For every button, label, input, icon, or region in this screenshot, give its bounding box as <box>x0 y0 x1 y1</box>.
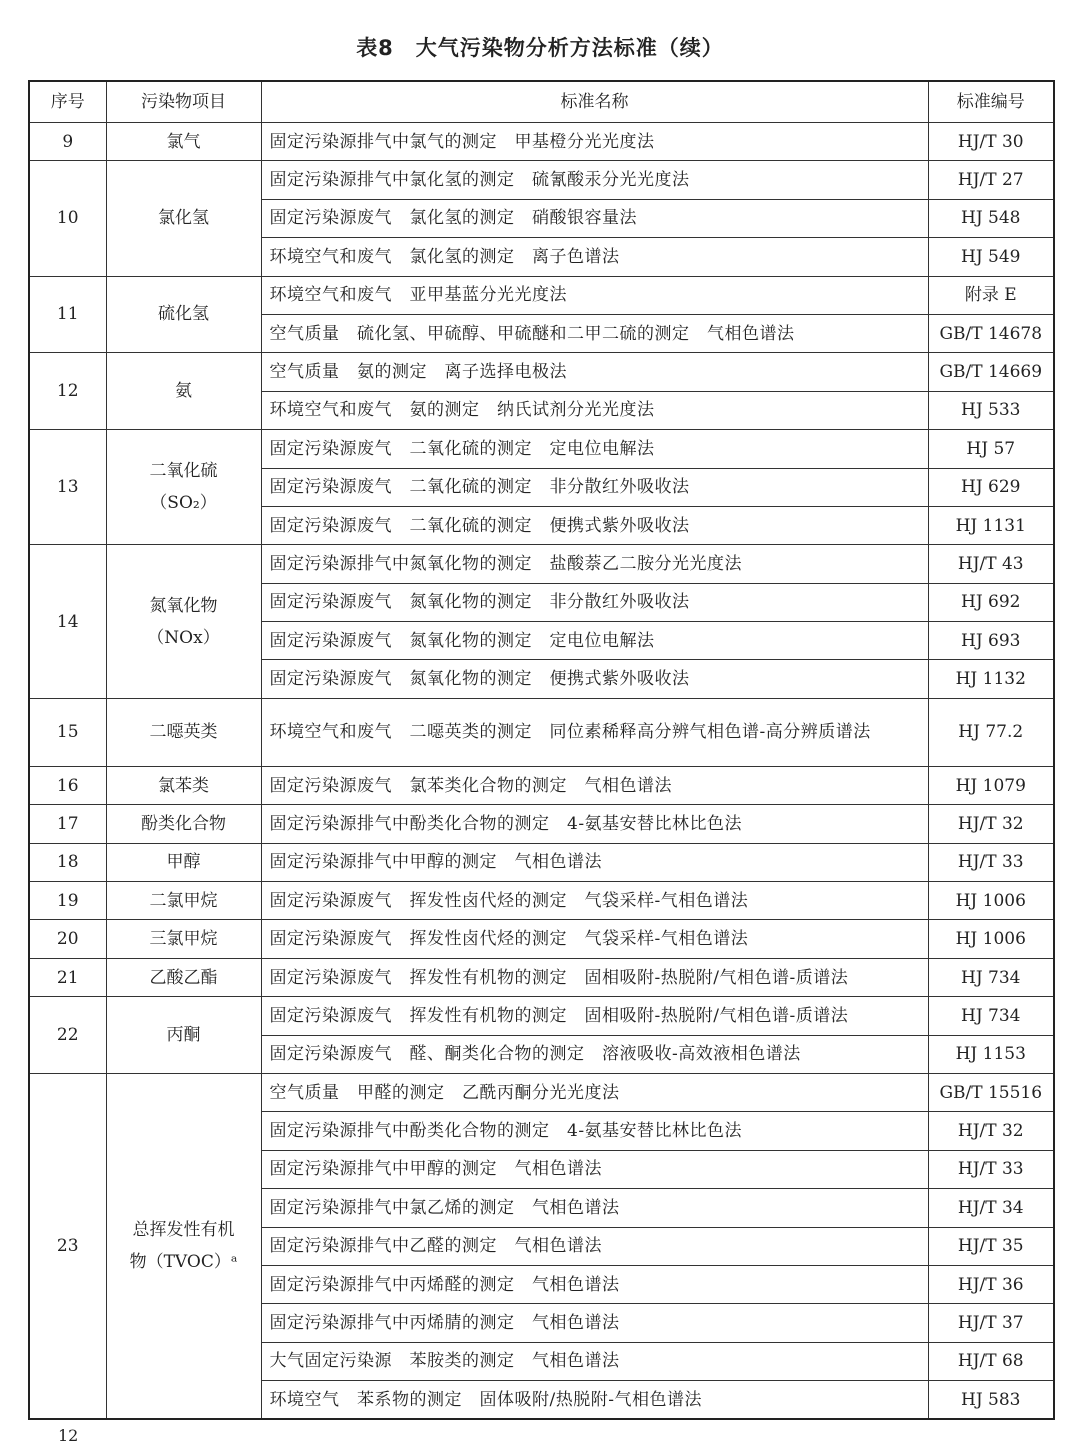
cell-standard-code: HJ 1006 <box>928 920 1054 958</box>
cell-standard-name: 固定污染源废气 氮氧化物的测定 定电位电解法 <box>261 622 928 660</box>
cell-no: 14 <box>29 545 106 699</box>
cell-standard-code: HJ 734 <box>928 958 1054 996</box>
table-row <box>29 353 1054 391</box>
cell-pollutant <box>106 430 261 545</box>
cell-pollutant <box>106 958 261 996</box>
table-row <box>29 276 1054 314</box>
cell-standard-name: 环境空气和废气 氨的测定 纳氏试剂分光光度法 <box>261 391 928 429</box>
cell-standard-code: HJ 549 <box>928 238 1054 276</box>
cell-standard-code: HJ/T 37 <box>928 1304 1054 1342</box>
cell-no: 12 <box>29 353 106 430</box>
cell-standard-name: 固定污染源废气 氮氧化物的测定 便携式紫外吸收法 <box>261 660 928 698</box>
table-row <box>29 920 1054 958</box>
cell-standard-name: 固定污染源排气中氮氧化物的测定 盐酸萘乙二胺分光光度法 <box>261 545 928 583</box>
pollutant-name: 二氧化硫 <box>149 461 218 482</box>
cell-pollutant <box>106 805 261 843</box>
cell-standard-code: HJ 734 <box>928 997 1054 1035</box>
pollutant-name: 三氯甲烷 <box>149 929 218 950</box>
cell-standard-name: 空气质量 硫化氢、甲硫醇、甲硫醚和二甲二硫的测定 气相色谱法 <box>261 314 928 352</box>
cell-standard-code: HJ/T 43 <box>928 545 1054 583</box>
header-pollutant: 污染物项目 <box>106 81 261 123</box>
cell-pollutant <box>106 920 261 958</box>
pollutant-name: 氯化氢 <box>158 208 209 229</box>
cell-standard-name: 固定污染源排气中丙烯醛的测定 气相色谱法 <box>261 1265 928 1303</box>
header-no: 序号 <box>29 81 106 123</box>
cell-standard-code: HJ/T 33 <box>928 1150 1054 1188</box>
cell-standard-code: HJ 692 <box>928 583 1054 621</box>
pollutant-name: 硫化氢 <box>158 304 209 325</box>
cell-standard-name: 固定污染源排气中酚类化合物的测定 4-氨基安替比林比色法 <box>261 1112 928 1150</box>
cell-standard-code: HJ/T 30 <box>928 123 1054 161</box>
cell-standard-name: 环境空气和废气 氯化氢的测定 离子色谱法 <box>261 238 928 276</box>
cell-pollutant <box>106 997 261 1074</box>
cell-standard-name: 固定污染源排气中氯乙烯的测定 气相色谱法 <box>261 1189 928 1227</box>
cell-pollutant <box>106 123 261 161</box>
cell-standard-code: HJ 548 <box>928 199 1054 237</box>
cell-standard-code: HJ/T 27 <box>928 161 1054 199</box>
pollutant-formula: （SO₂） <box>150 493 217 514</box>
cell-standard-name: 固定污染源废气 氮氧化物的测定 非分散红外吸收法 <box>261 583 928 621</box>
table-row <box>29 766 1054 804</box>
pollutant-name: 丙酮 <box>166 1025 201 1046</box>
cell-standard-code: HJ 1132 <box>928 660 1054 698</box>
cell-no: 21 <box>29 958 106 996</box>
cell-standard-code: HJ/T 32 <box>928 1112 1054 1150</box>
cell-pollutant <box>106 882 261 920</box>
cell-standard-name: 空气质量 甲醛的测定 乙酰丙酮分光光度法 <box>261 1073 928 1111</box>
table-row <box>29 698 1054 766</box>
cell-no: 16 <box>29 766 106 804</box>
pollutant-name: 酚类化合物 <box>141 813 226 834</box>
cell-no: 17 <box>29 805 106 843</box>
page-number: 12 <box>58 1426 79 1445</box>
cell-standard-name: 空气质量 氨的测定 离子选择电极法 <box>261 353 928 391</box>
cell-no: 23 <box>29 1073 106 1419</box>
cell-no: 13 <box>29 430 106 545</box>
cell-standard-name: 环境空气 苯系物的测定 固体吸附/热脱附-气相色谱法 <box>261 1381 928 1419</box>
cell-standard-name: 固定污染源废气 醛、酮类化合物的测定 溶液吸收-高效液相色谱法 <box>261 1035 928 1073</box>
cell-standard-name: 固定污染源废气 挥发性卤代烃的测定 气袋采样-气相色谱法 <box>261 882 928 920</box>
table-row <box>29 123 1054 161</box>
cell-no: 9 <box>29 123 106 161</box>
cell-standard-name: 环境空气和废气 亚甲基蓝分光光度法 <box>261 276 928 314</box>
table-row <box>29 843 1054 881</box>
cell-standard-name: 固定污染源排气中氯气的测定 甲基橙分光光度法 <box>261 123 928 161</box>
cell-standard-code: HJ 1153 <box>928 1035 1054 1073</box>
table-row <box>29 882 1054 920</box>
table-title: 表8 大气污染物分析方法标准（续） <box>356 36 724 60</box>
cell-no: 22 <box>29 997 106 1074</box>
cell-pollutant <box>106 545 261 699</box>
pollutant-name: 二噁英类 <box>149 722 218 743</box>
header-standard-code: 标准编号 <box>928 81 1054 123</box>
cell-pollutant <box>106 766 261 804</box>
cell-standard-name: 固定污染源排气中甲醇的测定 气相色谱法 <box>261 843 928 881</box>
cell-standard-code: HJ 583 <box>928 1381 1054 1419</box>
pollutant-name: 甲醇 <box>166 852 201 873</box>
cell-standard-name: 固定污染源废气 二氧化硫的测定 便携式紫外吸收法 <box>261 506 928 544</box>
cell-standard-name: 固定污染源废气 挥发性卤代烃的测定 气袋采样-气相色谱法 <box>261 920 928 958</box>
pollutant-name: 氨 <box>175 381 192 402</box>
cell-standard-name: 固定污染源排气中甲醇的测定 气相色谱法 <box>261 1150 928 1188</box>
cell-pollutant <box>106 276 261 353</box>
cell-standard-name: 固定污染源废气 挥发性有机物的测定 固相吸附-热脱附/气相色谱-质谱法 <box>261 958 928 996</box>
cell-pollutant <box>106 843 261 881</box>
cell-standard-name: 大气固定污染源 苯胺类的测定 气相色谱法 <box>261 1342 928 1380</box>
cell-standard-code: HJ 57 <box>928 430 1054 468</box>
pollutant-name: 氮氧化物 <box>149 595 218 616</box>
cell-no: 11 <box>29 276 106 353</box>
cell-standard-code: HJ/T 32 <box>928 805 1054 843</box>
pollutant-formula: 物（TVOC）ᵃ <box>129 1251 238 1272</box>
cell-standard-code: HJ/T 33 <box>928 843 1054 881</box>
table-row <box>29 805 1054 843</box>
cell-pollutant <box>106 1073 261 1419</box>
cell-pollutant <box>106 698 261 766</box>
table-row <box>29 1073 1054 1111</box>
standards-table <box>28 80 1055 1420</box>
table-body <box>29 123 1054 1420</box>
cell-standard-code: HJ 1131 <box>928 506 1054 544</box>
pollutant-formula: （NOx） <box>147 627 220 648</box>
cell-standard-name: 固定污染源排气中酚类化合物的测定 4-氨基安替比林比色法 <box>261 805 928 843</box>
pollutant-name: 乙酸乙酯 <box>149 967 218 988</box>
cell-standard-code: HJ/T 36 <box>928 1265 1054 1303</box>
table-row <box>29 430 1054 468</box>
cell-standard-code: HJ/T 35 <box>928 1227 1054 1265</box>
pollutant-name: 二氯甲烷 <box>149 890 218 911</box>
header-standard-name: 标准名称 <box>261 81 928 123</box>
cell-standard-name: 环境空气和废气 二噁英类的测定 同位素稀释高分辨气相色谱-高分辨质谱法 <box>261 698 928 766</box>
table-row <box>29 958 1054 996</box>
table-row <box>29 161 1054 199</box>
table-row <box>29 545 1054 583</box>
cell-standard-name: 固定污染源废气 挥发性有机物的测定 固相吸附-热脱附/气相色谱-质谱法 <box>261 997 928 1035</box>
cell-standard-name: 固定污染源废气 氯苯类化合物的测定 气相色谱法 <box>261 766 928 804</box>
cell-standard-code: GB/T 14669 <box>928 353 1054 391</box>
pollutant-name: 氯苯类 <box>158 775 209 796</box>
cell-standard-code: HJ 77.2 <box>928 698 1054 766</box>
cell-standard-code: HJ 1006 <box>928 882 1054 920</box>
cell-standard-code: 附录 E <box>928 276 1054 314</box>
cell-no: 10 <box>29 161 106 276</box>
cell-no: 20 <box>29 920 106 958</box>
cell-standard-name: 固定污染源废气 氯化氢的测定 硝酸银容量法 <box>261 199 928 237</box>
cell-no: 15 <box>29 698 106 766</box>
cell-standard-code: HJ 629 <box>928 468 1054 506</box>
cell-standard-code: GB/T 15516 <box>928 1073 1054 1111</box>
pollutant-name: 总挥发性有机 <box>132 1219 235 1240</box>
cell-standard-code: HJ 533 <box>928 391 1054 429</box>
cell-standard-code: HJ/T 68 <box>928 1342 1054 1380</box>
cell-pollutant <box>106 353 261 430</box>
cell-standard-code: GB/T 14678 <box>928 314 1054 352</box>
cell-standard-code: HJ 693 <box>928 622 1054 660</box>
cell-pollutant <box>106 161 261 276</box>
cell-standard-name: 固定污染源排气中乙醛的测定 气相色谱法 <box>261 1227 928 1265</box>
cell-no: 19 <box>29 882 106 920</box>
cell-no: 18 <box>29 843 106 881</box>
table-row <box>29 997 1054 1035</box>
cell-standard-name: 固定污染源废气 二氧化硫的测定 定电位电解法 <box>261 430 928 468</box>
cell-standard-name: 固定污染源废气 二氧化硫的测定 非分散红外吸收法 <box>261 468 928 506</box>
cell-standard-name: 固定污染源排气中丙烯腈的测定 气相色谱法 <box>261 1304 928 1342</box>
cell-standard-code: HJ/T 34 <box>928 1189 1054 1227</box>
cell-standard-name: 固定污染源排气中氯化氢的测定 硫氰酸汞分光光度法 <box>261 161 928 199</box>
pollutant-name: 氯气 <box>166 131 201 152</box>
table-header-row <box>29 81 1054 123</box>
cell-standard-code: HJ 1079 <box>928 766 1054 804</box>
